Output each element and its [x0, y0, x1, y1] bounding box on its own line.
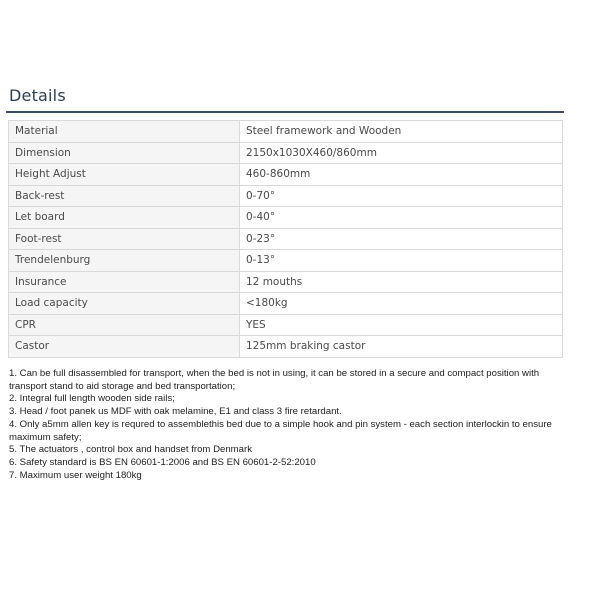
spec-row	[9, 314, 563, 336]
note-line: 6. Safety standard is BS EN 60601-1:2006 and BS EN 60601-2-52:2010	[9, 456, 316, 468]
spec-row	[9, 185, 563, 207]
spec-row	[9, 164, 563, 186]
title-divider	[6, 111, 564, 113]
spec-row	[9, 228, 563, 250]
spec-value: YES	[240, 314, 563, 336]
spec-row	[9, 250, 563, 272]
spec-value: 2150x1030X460/860mm	[240, 142, 563, 164]
spec-row	[9, 336, 563, 358]
spec-label: Back-rest	[9, 185, 240, 207]
section-title: Details	[9, 86, 66, 105]
spec-value: 0-40°	[240, 207, 563, 229]
spec-value: 0-70°	[240, 185, 563, 207]
spec-row	[9, 142, 563, 164]
spec-label: Material	[9, 121, 240, 143]
spec-table-body	[9, 121, 563, 358]
note-line: 3. Head / foot panek us MDF with oak melamine, E1 and class 3 fire retardant.	[9, 406, 342, 418]
spec-label: CPR	[9, 314, 240, 336]
note-line: 2. Integral full length wooden side rails;	[9, 393, 175, 405]
spec-value: 0-23°	[240, 228, 563, 250]
spec-label: Dimension	[9, 142, 240, 164]
spec-value: 460-860mm	[240, 164, 563, 186]
note-line: 4. Only a5mm allen key is requred to assemblethis bed due to a simple hook and pin system - each section interlockin to ensure	[9, 418, 552, 430]
spec-table	[8, 120, 563, 358]
spec-value: 12 mouths	[240, 271, 563, 293]
spec-label: Let board	[9, 207, 240, 229]
note-line: transport stand to aid storage and bed transportation;	[9, 380, 236, 392]
spec-label: Foot-rest	[9, 228, 240, 250]
spec-label: Load capacity	[9, 293, 240, 315]
spec-label: Height Adjust	[9, 164, 240, 186]
spec-row	[9, 293, 563, 315]
spec-value: Steel framework and Wooden	[240, 121, 563, 143]
note-line: maximum safety;	[9, 431, 82, 443]
spec-row	[9, 207, 563, 229]
spec-row	[9, 121, 563, 143]
feature-notes	[9, 368, 561, 482]
spec-value: 0-13°	[240, 250, 563, 272]
spec-row	[9, 271, 563, 293]
note-line: 7. Maximum user weight 180kg	[9, 469, 142, 481]
spec-value: 125mm braking castor	[240, 336, 563, 358]
spec-label: Insurance	[9, 271, 240, 293]
note-line: 5. The actuators , control box and handset from Denmark	[9, 444, 252, 456]
spec-label: Castor	[9, 336, 240, 358]
spec-value: <180kg	[240, 293, 563, 315]
note-line: 1. Can be full disassembled for transport, when the bed is not in using, it can be stored in a secure and compact position with	[9, 368, 540, 379]
spec-label: Trendelenburg	[9, 250, 240, 272]
